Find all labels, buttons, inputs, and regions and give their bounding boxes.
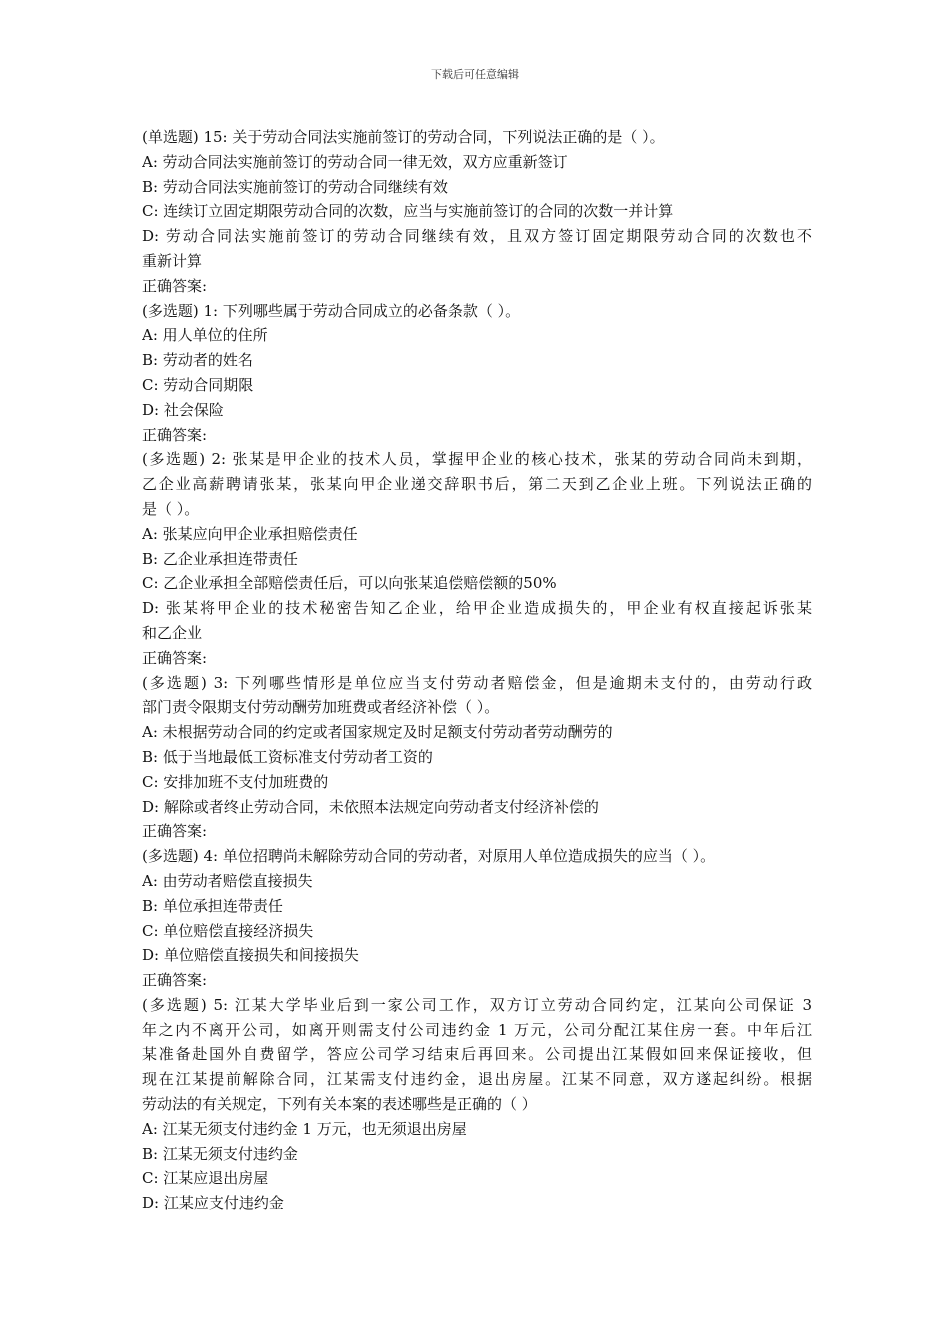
- text-line: B: 江某无须支付违约金: [142, 1144, 298, 1163]
- text-line: 某准备赴国外自费留学，答应公司学习结束后再回来。公司提出江某假如回来保证接收，但: [142, 1045, 812, 1064]
- text-line: D: 单位赔偿直接损失和间接损失: [142, 946, 359, 965]
- text-line: (多选题) 2: 张某是甲企业的技术人员，掌握甲企业的核心技术，张某的劳动合同尚未到期，: [142, 450, 812, 469]
- text-line: 正确答案:: [142, 822, 208, 841]
- text-line: A: 张某应向甲企业承担赔偿责任: [142, 524, 358, 543]
- text-line: 部门责令限期支付劳动酬劳加班费或者经济补偿（ ）。: [142, 698, 500, 717]
- text-line: B: 低于当地最低工资标准支付劳动者工资的: [142, 747, 433, 766]
- page-header: 下载后可任意编辑: [431, 68, 519, 81]
- text-line: D: 劳动合同法实施前签订的劳动合同继续有效，且双方签订固定期限劳动合同的次数也不: [142, 227, 812, 246]
- text-line: 年之内不离开公司，如离开则需支付公司违约金 1 万元，公司分配江某住房一套。中年后江: [142, 1020, 812, 1039]
- text-line: 正确答案:: [142, 276, 208, 295]
- text-line: D: 社会保险: [142, 400, 224, 419]
- text-line: (单选题) 15: 关于劳动合同法实施前签订的劳动合同，下列说法正确的是（ ）。: [142, 128, 665, 146]
- text-line: B: 乙企业承担连带责任: [142, 549, 298, 568]
- text-line: 现在江某提前解除合同，江某需支付违约金，退出房屋。江某不同意，双方遂起纠纷。根据: [142, 1070, 812, 1089]
- text-line: (多选题) 3: 下列哪些情形是单位应当支付劳动者赔偿金，但是逾期未支付的，由劳动行政: [142, 673, 812, 692]
- text-line: D: 张某将甲企业的技术秘密告知乙企业，给甲企业造成损失的，甲企业有权直接起诉张某: [142, 599, 812, 618]
- text-line: B: 劳动合同法实施前签订的劳动合同继续有效: [142, 177, 448, 196]
- text-line: A: 劳动合同法实施前签订的劳动合同一律无效，双方应重新签订: [142, 152, 568, 171]
- text-line: A: 用人单位的住所: [142, 326, 268, 345]
- text-line: 劳动法的有关规定，下列有关本案的表述哪些是正确的（ ）: [142, 1095, 537, 1114]
- text-line: A: 江某无须支付违约金 1 万元，也无须退出房屋: [142, 1119, 467, 1138]
- text-line: C: 单位赔偿直接经济损失: [142, 921, 314, 940]
- text-line: 是（ ）。: [142, 499, 200, 518]
- text-line: D: 江某应支付违约金: [142, 1194, 284, 1213]
- text-line: B: 劳动者的姓名: [142, 351, 253, 370]
- text-line: 正确答案:: [142, 425, 208, 444]
- text-line: C: 劳动合同期限: [142, 375, 254, 394]
- text-line: (多选题) 1: 下列哪些属于劳动合同成立的必备条款（ ）。: [142, 301, 521, 320]
- text-line: 和乙企业: [142, 623, 203, 642]
- text-line: 正确答案:: [142, 971, 208, 990]
- text-line: D: 解除或者终止劳动合同，未依照本法规定向劳动者支付经济补偿的: [142, 797, 599, 816]
- text-line: (多选题) 4: 单位招聘尚未解除劳动合同的劳动者，对原用人单位造成损失的应当（ ）。: [142, 847, 716, 866]
- text-line: C: 乙企业承担全部赔偿责任后，可以向张某追偿赔偿额的50%: [142, 574, 557, 593]
- text-line: A: 未根据劳动合同的约定或者国家规定及时足额支付劳动者劳动酬劳的: [142, 723, 613, 742]
- text-line: A: 由劳动者赔偿直接损失: [142, 871, 313, 890]
- text-line: C: 连续订立固定期限劳动合同的次数，应当与实施前签订的合同的次数一并计算: [142, 202, 674, 221]
- text-line: 重新计算: [142, 251, 203, 270]
- text-line: C: 安排加班不支付加班费的: [142, 772, 329, 791]
- document-body: [142, 125, 812, 1216]
- text-line: 乙企业高薪聘请张某，张某向甲企业递交辞职书后，第二天到乙企业上班。下列说法正确的: [142, 475, 812, 494]
- text-line: B: 单位承担连带责任: [142, 896, 283, 915]
- text-line: (多选题) 5: 江某大学毕业后到一家公司工作，双方订立劳动合同约定，江某向公司保证 3: [142, 995, 812, 1014]
- text-line: C: 江某应退出房屋: [142, 1169, 269, 1188]
- text-line: 正确答案:: [142, 648, 208, 667]
